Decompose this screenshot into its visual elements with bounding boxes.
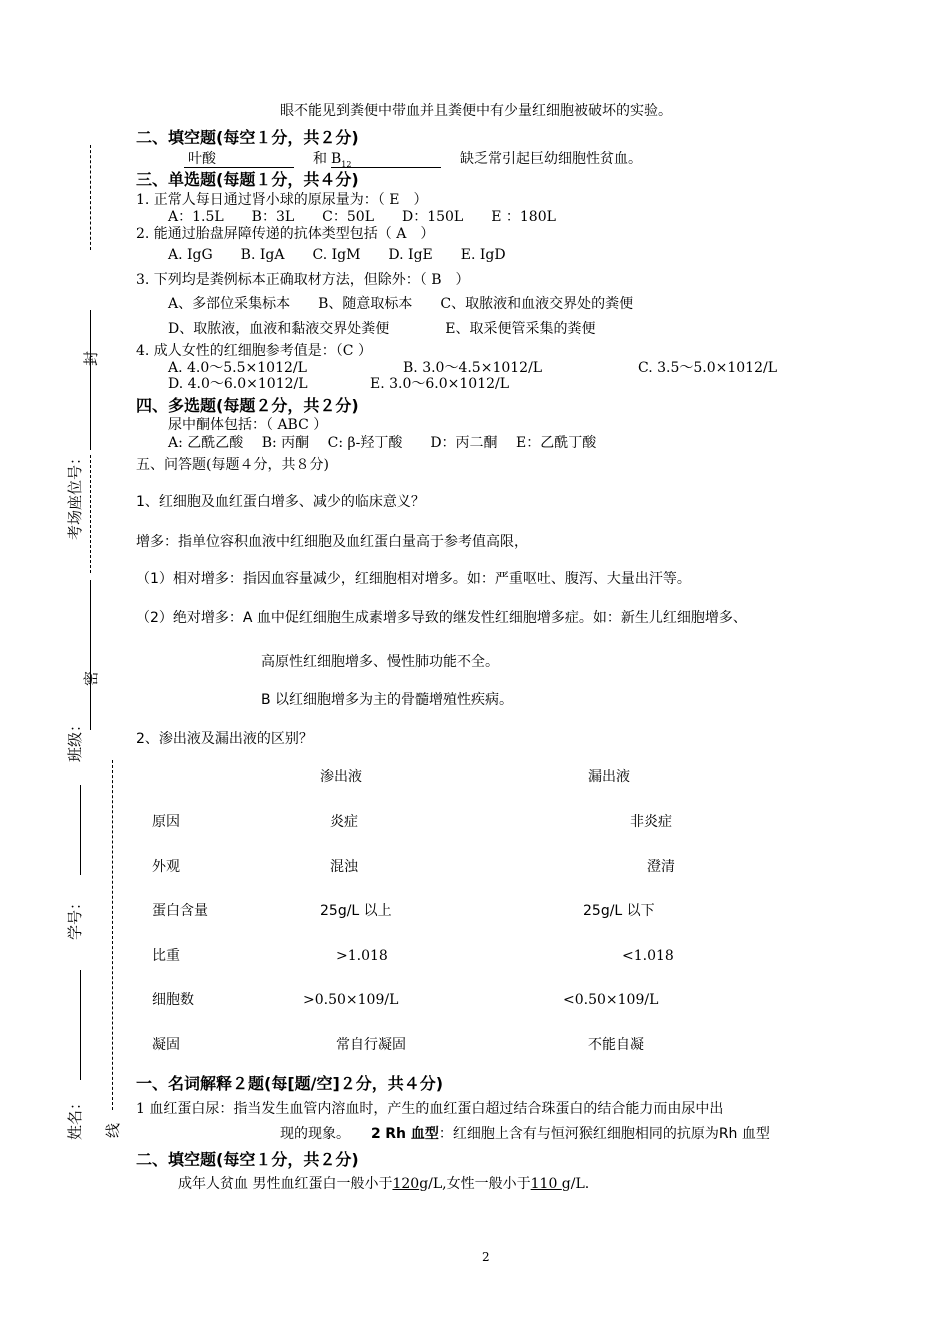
section-title-definitions: 一、名词解释２题(每[题/空]２分，共４分) bbox=[136, 1074, 444, 1093]
binding-mark-feng: 封 bbox=[82, 350, 100, 366]
question-3-options-2: D、取脓液，血液和黏液交界处粪便 E、取采便管采集的粪便 bbox=[168, 321, 596, 337]
qa-answer-line: B 以红细胞增多为主的骨髓增殖性疾病。 bbox=[261, 692, 514, 708]
qa-answer-line: 高原性红细胞增多、慢性肺功能不全。 bbox=[261, 654, 499, 670]
table-cell: >0.50×109/L bbox=[303, 992, 399, 1008]
binding-mark-xian: 线 bbox=[104, 1122, 122, 1138]
table-header-transudate: 漏出液 bbox=[588, 769, 630, 785]
fill-question: 成年人贫血 男性血红蛋白一般小于120g/L,女性一般小于110 g/L. bbox=[178, 1176, 590, 1192]
table-cell: 常自行凝固 bbox=[336, 1037, 406, 1053]
section-title-fill-2: 二、填空题(每空１分，共２分) bbox=[136, 1150, 359, 1169]
field-line bbox=[80, 785, 81, 875]
student-number-label: 学号： bbox=[66, 894, 84, 940]
multi-question-1: 尿中酮体包括：（ ABC ） bbox=[168, 417, 328, 433]
multi-question-1-options: A: 乙酰乙酸 B: 丙酮 C: β-羟丁酸 D：丙二酮 E：乙酰丁酸 bbox=[168, 435, 597, 451]
table-header-exudate: 渗出液 bbox=[320, 769, 362, 785]
table-cell: <0.50×109/L bbox=[563, 992, 659, 1008]
binding-line bbox=[90, 310, 91, 450]
field-line bbox=[80, 970, 81, 1080]
table-cell: 混浊 bbox=[330, 859, 358, 875]
question-2: 2. 能通过胎盘屏障传递的抗体类型包括（ A ） bbox=[136, 226, 435, 242]
table-row-label: 蛋白含量 bbox=[152, 903, 208, 919]
question-1: 1. 正常人每日通过肾小球的原尿量为：（ E ） bbox=[136, 192, 428, 208]
question-2-options: A. IgG B. IgA C. IgM D. IgE E. IgD bbox=[168, 247, 506, 263]
fill-answer-2: $B_{12}$ bbox=[331, 151, 352, 169]
question-4-option-d: D. 4.0～6.0×1012/L bbox=[168, 376, 308, 392]
table-row-label: 凝固 bbox=[152, 1037, 180, 1053]
question-3: 3. 下列均是粪例标本正确取材方法，但除外：（ B ） bbox=[136, 272, 470, 288]
qa-question-2: 2、渗出液及漏出液的区别？ bbox=[136, 731, 313, 747]
fill-connector: 和 bbox=[313, 151, 327, 167]
question-4-option-c: C. 3.5～5.0×1012/L bbox=[638, 360, 778, 376]
question-1-options: A：1.5L B：3L C：50L D：150L E ：180L bbox=[168, 209, 556, 225]
question-4: 4. 成人女性的红细胞参考值是：（C ） bbox=[136, 343, 372, 359]
binding-line bbox=[112, 760, 113, 1110]
table-cell: 炎症 bbox=[330, 814, 358, 830]
table-cell: 非炎症 bbox=[630, 814, 672, 830]
page-number: 2 bbox=[482, 1250, 490, 1264]
table-cell: 不能自凝 bbox=[588, 1037, 644, 1053]
question-4-option-b: B. 3.0～4.5×1012/L bbox=[403, 360, 543, 376]
name-label: 姓名： bbox=[66, 1094, 84, 1140]
table-row-label: 比重 bbox=[152, 948, 180, 964]
table-cell: >1.018 bbox=[336, 948, 388, 964]
table-cell: 25g/L 以上 bbox=[320, 903, 392, 919]
table-cell: 澄清 bbox=[647, 859, 675, 875]
question-4-option-e: E. 3.0～6.0×1012/L bbox=[370, 376, 510, 392]
continued-line: 眼不能见到粪便中带血并且粪便中有少量红细胞被破坏的实验。 bbox=[280, 103, 672, 119]
qa-answer-line: （1）相对增多：指因血容量减少，红细胞相对增多。如：严重呕吐、腹泻、大量出汗等。 bbox=[136, 571, 691, 587]
table-row-label: 细胞数 bbox=[152, 992, 194, 1008]
table-cell: <1.018 bbox=[622, 948, 674, 964]
seat-number-label: 考场座位号： bbox=[66, 449, 84, 540]
definition-1: 1 血红蛋白尿：指当发生血管内溶血时，产生的血红蛋白超过结合珠蛋白的结合能力而由尿中出 bbox=[136, 1101, 724, 1117]
qa-answer-line: （2）绝对增多：A 血中促红细胞生成素增多导致的继发性红细胞增多症。如：新生儿红细胞增多、 bbox=[136, 610, 747, 626]
question-4-option-a: A. 4.0～5.5×1012/L bbox=[168, 360, 307, 376]
qa-answer-line: 增多：指单位容积血液中红细胞及血红蛋白量高于参考值高限， bbox=[136, 534, 528, 550]
table-row-label: 原因 bbox=[152, 814, 180, 830]
binding-line bbox=[90, 145, 91, 250]
binding-line bbox=[90, 455, 91, 573]
fill-answer-1: 叶酸 bbox=[188, 151, 216, 167]
qa-question-1: 1、红细胞及血红蛋白增多、减少的临床意义？ bbox=[136, 494, 425, 510]
section-title-fill: 二、填空题(每空１分，共２分) bbox=[136, 128, 359, 147]
answer-underline bbox=[331, 167, 441, 168]
class-label: 班级： bbox=[66, 716, 84, 762]
table-cell: 25g/L 以下 bbox=[583, 903, 655, 919]
section-title-qa: 五、问答题(每题４分，共８分) bbox=[136, 457, 329, 473]
definition-1-cont: 现的现象。 2 Rh 血型：红细胞上含有与恒河猴红细胞相同的抗原为Rh 血型 bbox=[280, 1126, 770, 1142]
section-title-multi-choice: 四、多选题(每题２分，共２分) bbox=[136, 396, 359, 415]
answer-underline bbox=[184, 167, 294, 168]
table-row-label: 外观 bbox=[152, 859, 180, 875]
section-title-single-choice: 三、单选题(每题１分，共４分) bbox=[136, 170, 359, 189]
binding-line bbox=[90, 580, 91, 730]
binding-mark-mi: 密 bbox=[82, 670, 100, 686]
question-3-options-1: A、多部位采集标本 B、随意取标本 C、取脓液和血液交界处的粪便 bbox=[168, 296, 634, 312]
fill-tail: 缺乏常引起巨幼细胞性贫血。 bbox=[460, 151, 642, 167]
